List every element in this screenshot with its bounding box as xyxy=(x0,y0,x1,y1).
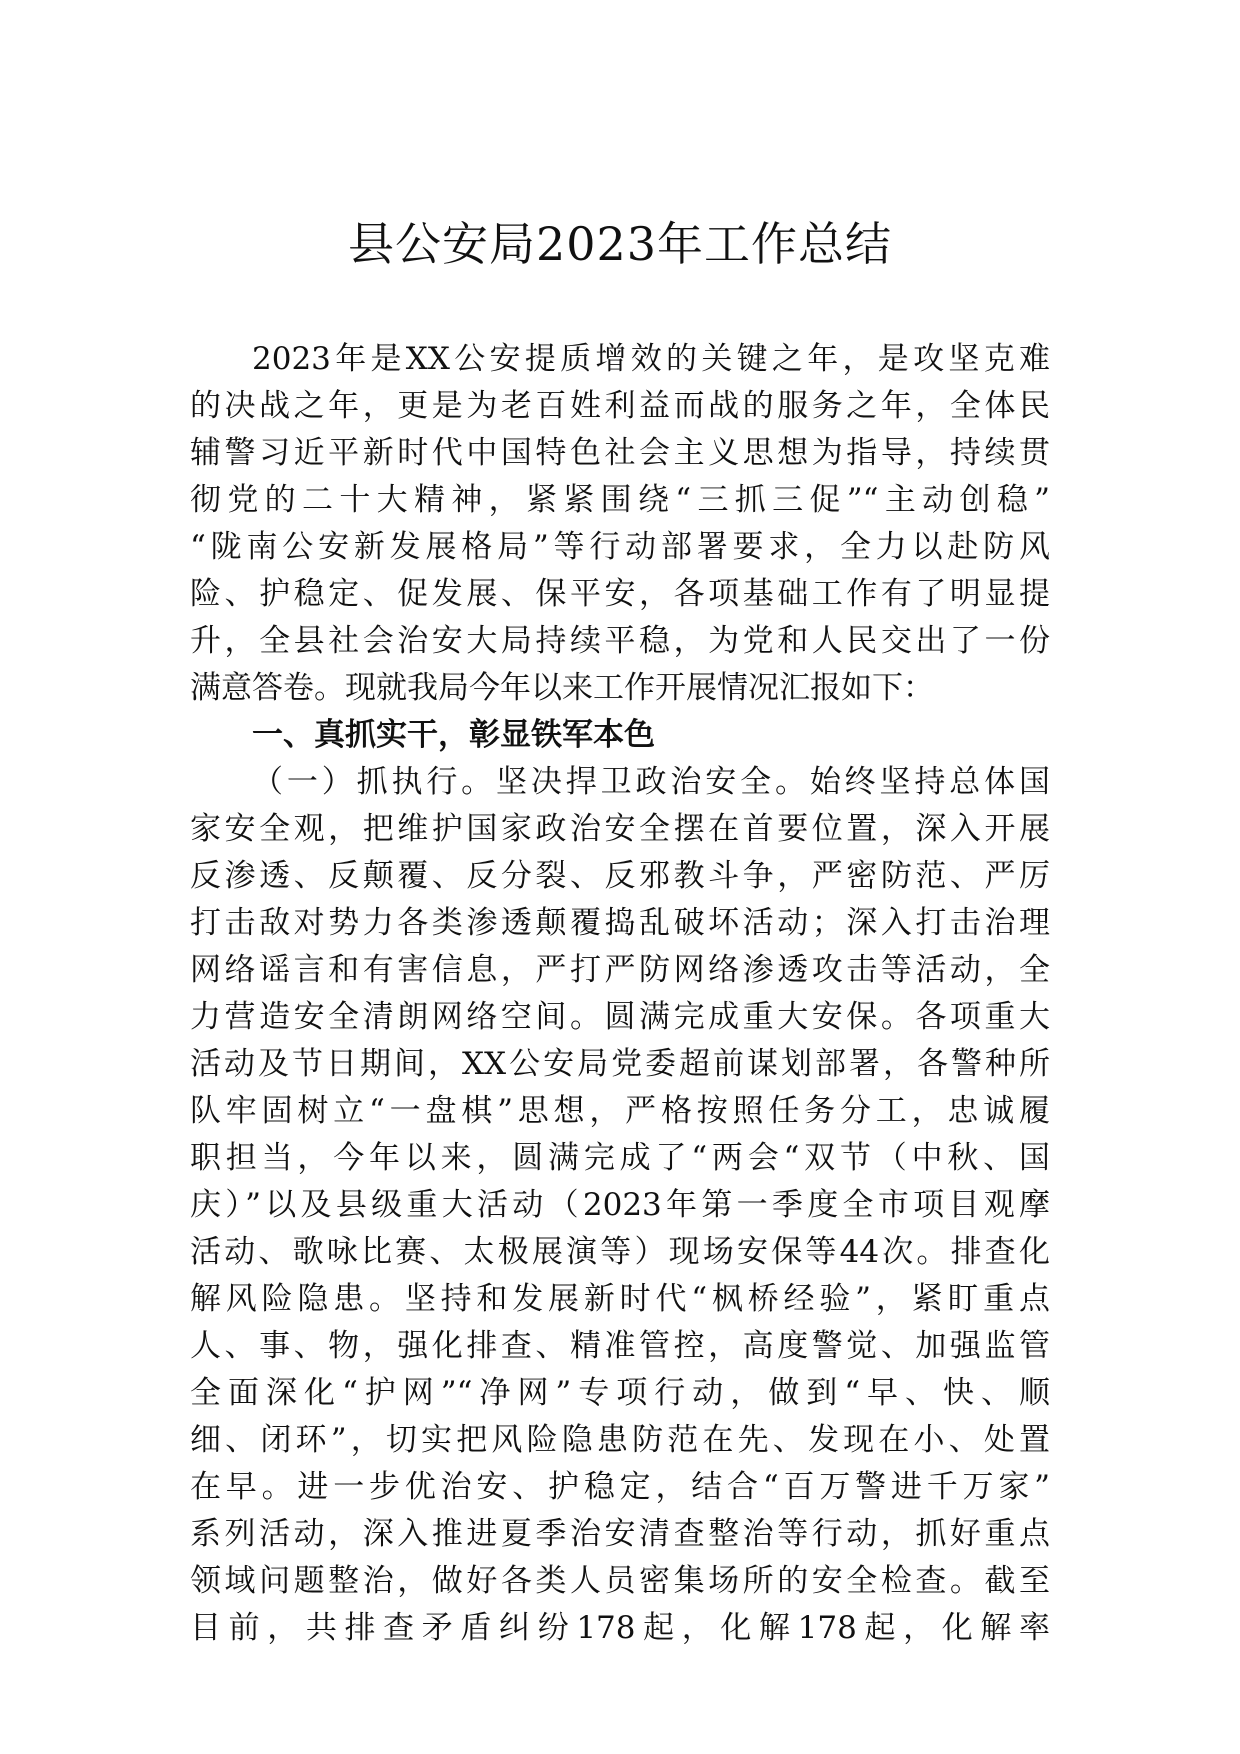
body-line: 打击敌对势力各类渗透颠覆捣乱破坏活动；深入打击治理 xyxy=(190,905,1050,941)
body-line: 全面深化“护网”“净网”专项行动，做到“早、快、顺 xyxy=(190,1375,1050,1411)
body-line: 险、护稳定、促发展、保平安，各项基础工作有了明显提 xyxy=(190,576,1050,612)
body-line: 细、闭环”，切实把风险隐患防范在先、发现在小、处置 xyxy=(190,1422,1050,1458)
body-line: 人、事、物，强化排查、精准管控，高度警觉、加强监管 xyxy=(190,1328,1050,1364)
body-line: 职担当，今年以来，圆满完成了“两会“双节（中秋、国 xyxy=(190,1140,1050,1176)
body-line: 队牢固树立“一盘棋”思想，严格按照任务分工，忠诚履 xyxy=(190,1093,1050,1129)
body-line: 解风险隐患。坚持和发展新时代“枫桥经验”，紧盯重点 xyxy=(190,1281,1050,1317)
body-line: 升，全县社会治安大局持续平稳，为党和人民交出了一份 xyxy=(190,623,1050,659)
body-line: 目前，共排查矛盾纠纷178起，化解178起，化解率 xyxy=(190,1610,1050,1646)
body-line: 力营造安全清朗网络空间。圆满完成重大安保。各项重大 xyxy=(190,999,1050,1035)
body-line: 领域问题整治，做好各类人员密集场所的安全检查。截至 xyxy=(190,1563,1050,1599)
document-title: 县公安局2023年工作总结 xyxy=(347,217,893,271)
body-line: 活动及节日期间，XX公安局党委超前谋划部署，各警种所 xyxy=(190,1046,1050,1082)
body-line: 庆）”以及县级重大活动（2023年第一季度全市项目观摩 xyxy=(190,1187,1050,1223)
section-heading-1: 一、真抓实干，彰显铁军本色 xyxy=(252,717,655,753)
body-line: “陇南公安新发展格局”等行动部署要求，全力以赴防风 xyxy=(190,529,1050,565)
document-body xyxy=(190,336,1050,1652)
body-line: 的决战之年，更是为老百姓利益而战的服务之年，全体民 xyxy=(190,388,1050,424)
body-line: 反渗透、反颠覆、反分裂、反邪教斗争，严密防范、严厉 xyxy=(190,858,1050,894)
body-line: 家安全观，把维护国家政治安全摆在首要位置，深入开展 xyxy=(190,811,1050,847)
body-line: 彻党的二十大精神，紧紧围绕“三抓三促”“主动创稳” xyxy=(190,482,1050,518)
body-line-paragraph-1-end: 满意答卷。现就我局今年以来工作开展情况汇报如下： xyxy=(190,670,934,706)
body-line-paragraph-1-start: 2023年是XX公安提质增效的关键之年，是攻坚克难 xyxy=(252,341,1050,377)
body-line: 辅警习近平新时代中国特色社会主义思想为指导，持续贯 xyxy=(190,435,1050,471)
body-line: 在早。进一步优治安、护稳定，结合“百万警进千万家” xyxy=(190,1469,1050,1505)
body-line: 网络谣言和有害信息，严打严防网络渗透攻击等活动，全 xyxy=(190,952,1050,988)
body-line-subsection-1-start: （一）抓执行。坚决捍卫政治安全。始终坚持总体国 xyxy=(252,764,1050,800)
body-line: 系列活动，深入推进夏季治安清查整治等行动，抓好重点 xyxy=(190,1516,1050,1552)
body-line: 活动、歌咏比赛、太极展演等）现场安保等44次。排查化 xyxy=(190,1234,1050,1270)
